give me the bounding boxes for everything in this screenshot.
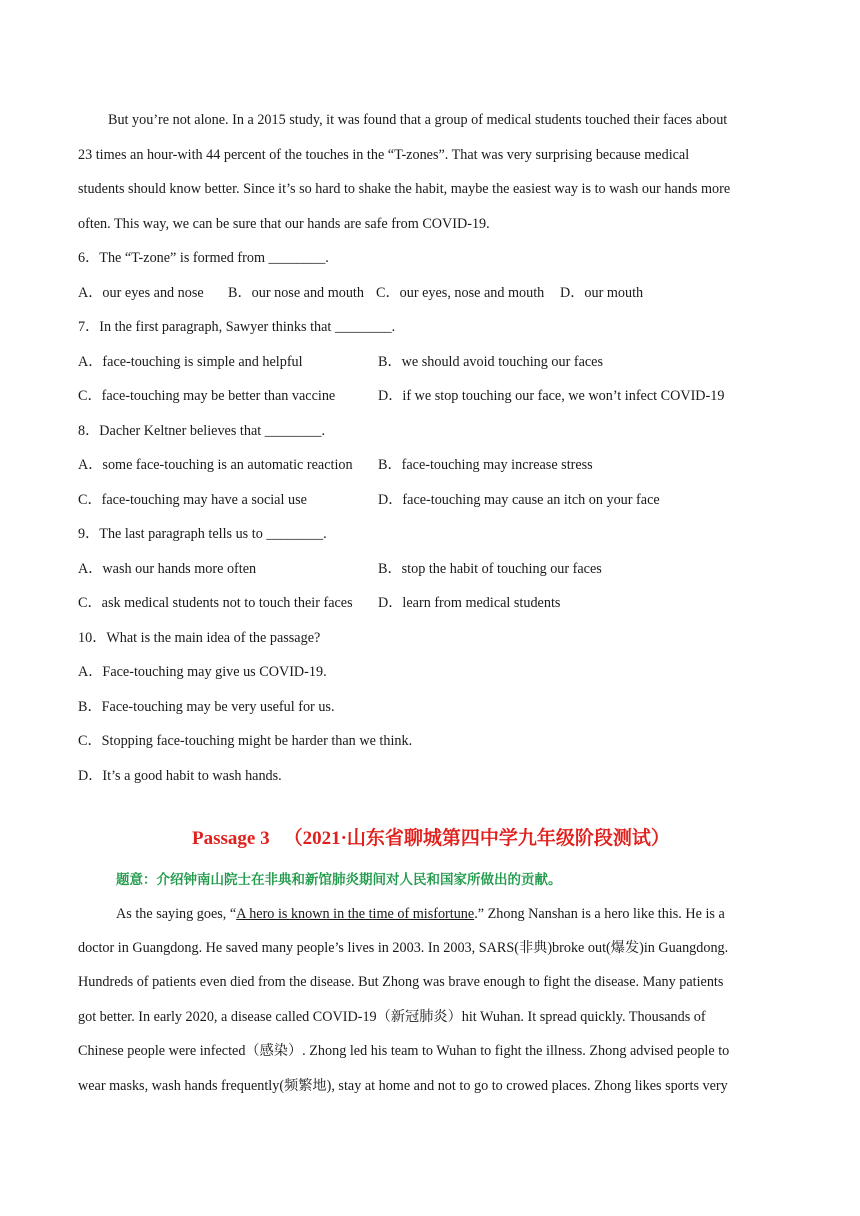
passage-3-title-source: （2021·山东省聊城第四中学九年级阶段测试）: [283, 828, 670, 849]
option-a: A．Face-touching may give us COVID-19.: [78, 664, 327, 680]
question-10-stem: 10．What is the main idea of the passage?: [78, 630, 321, 646]
option-a: A．wash our hands more often: [78, 561, 257, 577]
passage-3-line-1: As the saying goes, “A hero is known in the time of misfortune.” Zhong Nanshan is a hero like this. He is a: [116, 906, 725, 922]
option-b: B．face-touching may increase stress: [378, 457, 593, 473]
option-d: D．It’s a good habit to wash hands.: [78, 768, 282, 784]
option-b: B．Face-touching may be very useful for us.: [78, 699, 335, 715]
underlined-saying: A hero is known in the time of misfortune: [236, 906, 475, 922]
option-b: B．we should avoid touching our faces: [378, 354, 603, 370]
passage-line: 23 times an hour-with 44 percent of the touches in the “T-zones”. That was very surprising because medical: [78, 147, 690, 163]
question-6-stem: 6．The “T-zone” is formed from ________.: [78, 250, 329, 266]
passage-3-title-main: Passage 3: [192, 828, 270, 849]
option-a: A．our eyes and nose: [78, 285, 204, 301]
option-b: B．our nose and mouth: [228, 285, 364, 301]
passage-3-line-2: doctor in Guangdong. He saved many people’s lives in 2003. In 2003, SARS(非典)broke out(爆发)in Guangdong.: [78, 940, 729, 956]
passage-line: students should know better. Since it’s so hard to shake the habit, maybe the easiest way is to wash our hands more: [78, 181, 731, 197]
passage-3-title: [192, 827, 670, 851]
passage-3-intent: 题意：介绍钟南山院士在非典和新馆肺炎期间对人民和国家所做出的贡献。: [116, 872, 562, 887]
option-a: A．some face-touching is an automatic reaction: [78, 457, 353, 473]
option-d: D．if we stop touching our face, we won’t infect COVID-19: [378, 388, 725, 404]
option-c: C．face-touching may have a social use: [78, 492, 307, 508]
option-b: B．stop the habit of touching our faces: [378, 561, 602, 577]
question-8-stem: 8．Dacher Keltner believes that ________.: [78, 423, 326, 439]
option-a: A．face-touching is simple and helpful: [78, 354, 303, 370]
option-c: C．our eyes, nose and mouth: [376, 285, 545, 301]
passage-line: often. This way, we can be sure that our hands are safe from COVID-19.: [78, 216, 490, 232]
option-d: D．learn from medical students: [378, 595, 561, 611]
option-c: C．ask medical students not to touch their faces: [78, 595, 353, 611]
option-d: D．face-touching may cause an itch on your face: [378, 492, 660, 508]
option-d: D．our mouth: [560, 285, 644, 301]
question-7-stem: 7．In the first paragraph, Sawyer thinks that ________.: [78, 319, 396, 335]
passage-3-line-5: Chinese people were infected（感染）. Zhong led his team to Wuhan to fight the illness. Zhong advised people to: [78, 1043, 730, 1059]
passage-3-line-4: got better. In early 2020, a disease called COVID-19（新冠肺炎）hit Wuhan. It spread quickly. Thousands of: [78, 1009, 706, 1025]
passage-3-line-6: wear masks, wash hands frequently(频繁地), stay at home and not to go to crowed places. Zhong likes sports very: [78, 1078, 728, 1094]
option-c: C．Stopping face-touching might be harder than we think.: [78, 733, 413, 749]
passage-3-line-3: Hundreds of patients even died from the disease. But Zhong was brave enough to fight the disease. Many patients: [78, 974, 724, 990]
passage-line: But you’re not alone. In a 2015 study, it was found that a group of medical students touched their faces about: [108, 112, 728, 128]
question-9-stem: 9．The last paragraph tells us to ________.: [78, 526, 327, 542]
option-c: C．face-touching may be better than vaccine: [78, 388, 336, 404]
